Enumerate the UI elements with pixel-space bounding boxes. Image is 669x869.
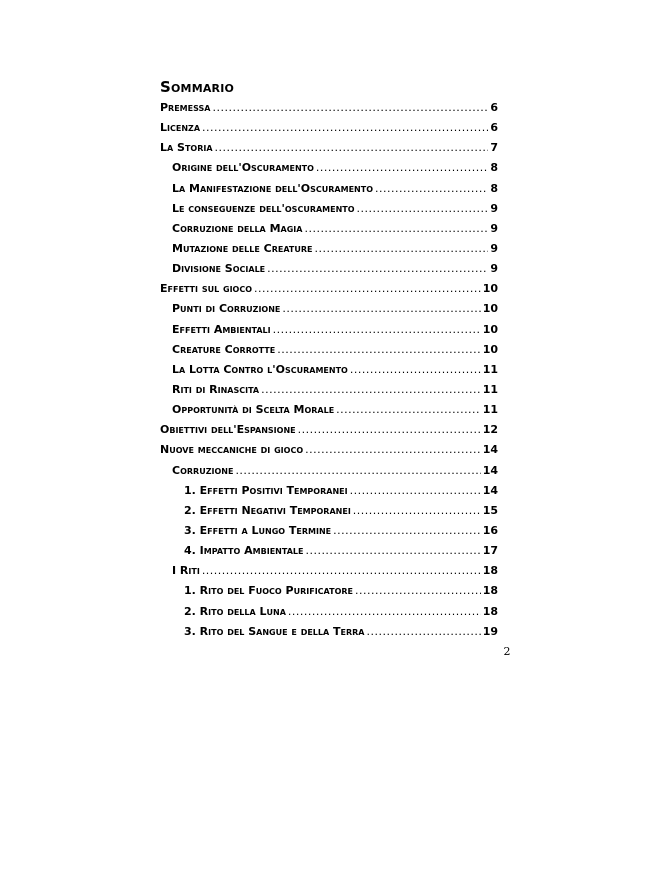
toc-dot-leader (357, 199, 489, 219)
toc-entry[interactable] (160, 299, 498, 319)
toc-entry-label: La Lotta Contro l'Oscuramento (172, 362, 348, 376)
toc-entry[interactable] (160, 521, 498, 541)
toc-dot-leader (254, 279, 481, 299)
toc-entry-page: 11 (482, 382, 498, 396)
toc-entry-page: 19 (482, 624, 498, 638)
toc-entry-label: Opportunità di Scelta Morale (172, 403, 335, 417)
toc-entry[interactable] (160, 219, 498, 239)
toc-dot-leader (202, 561, 481, 581)
toc-entry[interactable] (160, 158, 498, 178)
toc-entry-label: Origine dell'Oscuramento (172, 161, 314, 175)
toc-entry-label: Licenza (160, 121, 201, 135)
toc-entry-label: La Manifestazione dell'Oscuramento (172, 181, 374, 195)
toc-entry-label: Premessa (160, 101, 211, 114)
toc-entry-label: Corruzione (172, 463, 234, 477)
toc-entry[interactable] (160, 481, 498, 501)
toc-entry-label: Punti di Corruzione (172, 302, 281, 316)
toc-entry-page: 16 (482, 523, 498, 537)
toc-entry[interactable] (160, 279, 498, 299)
toc-dot-leader (304, 219, 488, 239)
toc-entry-page: 12 (482, 423, 498, 437)
toc-entry[interactable] (160, 501, 498, 521)
toc-dot-leader (305, 541, 480, 561)
toc-entry-page: 17 (482, 544, 498, 558)
toc-entry-label: 2. Effetti Negativi Temporanei (184, 503, 351, 517)
toc-entry[interactable] (160, 541, 498, 561)
toc-entry[interactable] (160, 239, 498, 259)
toc-entry-page: 9 (490, 201, 498, 215)
toc-entry[interactable] (160, 622, 498, 642)
toc-entry-label: I Riti (172, 564, 200, 578)
toc-dot-leader (375, 179, 488, 199)
toc-entry[interactable] (160, 440, 498, 460)
toc-entry-label: Corruzione della Magia (172, 221, 303, 235)
toc-entry[interactable] (160, 581, 498, 601)
toc-entry-page: 8 (490, 181, 498, 195)
toc-dot-leader (350, 360, 481, 380)
toc-dot-leader (298, 420, 481, 440)
toc-entry-label: Effetti sul gioco (160, 282, 253, 296)
toc-entry-page: 11 (482, 403, 498, 417)
page-number: 2 (503, 645, 511, 658)
toc-entry-page: 7 (490, 141, 498, 155)
toc-entry-label: Nuove meccaniche di gioco (160, 443, 304, 457)
toc-dot-leader (336, 400, 481, 420)
toc-entry-page: 14 (482, 483, 498, 497)
toc-list (160, 98, 498, 642)
toc-entry-label: Creature Corrotte (172, 342, 276, 356)
toc-entry-page: 9 (490, 241, 498, 255)
toc-dot-leader (353, 501, 481, 521)
toc-entry-page: 10 (482, 342, 498, 356)
toc-entry-page: 14 (482, 463, 498, 477)
toc-entry[interactable] (160, 118, 498, 138)
toc-entry-page: 11 (482, 362, 498, 376)
toc-entry[interactable] (160, 461, 498, 481)
toc-entry[interactable] (160, 98, 498, 118)
toc-entry-label: 3. Rito del Sangue e della Terra (184, 624, 365, 638)
toc-dot-leader (282, 299, 480, 319)
toc-entry-label: 1. Rito del Fuoco Purificatore (184, 584, 354, 598)
toc-entry-page: 9 (490, 262, 498, 276)
toc-dot-leader (273, 320, 481, 340)
toc-dot-leader (235, 461, 480, 481)
toc-dot-leader (355, 581, 481, 601)
toc-entry-label: Divisione Sociale (172, 262, 266, 276)
toc-dot-leader (333, 521, 481, 541)
toc-entry-label: La Storia (160, 141, 213, 155)
toc-dot-leader (367, 622, 481, 642)
toc-entry[interactable] (160, 320, 498, 340)
toc-entry-label: 3. Effetti a Lungo Termine (184, 523, 332, 537)
toc-entry-label: 4. Impatto Ambientale (184, 544, 304, 558)
toc-dot-leader (305, 440, 481, 460)
toc-entry[interactable] (160, 561, 498, 581)
toc-entry-label: Mutazione delle Creature (172, 241, 313, 255)
toc-entry-label: 2. Rito della Luna (184, 604, 286, 618)
toc-entry-page: 18 (482, 584, 498, 598)
toc-entry[interactable] (160, 179, 498, 199)
toc-entry[interactable] (160, 138, 498, 158)
toc-entry-page: 14 (482, 443, 498, 457)
toc-dot-leader (212, 98, 488, 118)
toc-dot-leader (267, 259, 488, 279)
toc-dot-leader (261, 380, 481, 400)
toc-entry[interactable] (160, 360, 498, 380)
toc-entry-page: 18 (482, 604, 498, 618)
toc-entry-label: Riti di Rinascita (172, 382, 260, 396)
toc-entry-page: 8 (490, 161, 498, 175)
toc-entry[interactable] (160, 259, 498, 279)
toc-entry[interactable] (160, 602, 498, 622)
toc-entry-label: Effetti Ambientali (172, 322, 271, 336)
toc-dot-leader (314, 239, 488, 259)
toc-entry[interactable] (160, 400, 498, 420)
toc-entry-page: 10 (482, 322, 498, 336)
toc-dot-leader (202, 118, 488, 138)
toc-dot-leader (277, 340, 480, 360)
toc-entry-page: 6 (490, 101, 498, 114)
toc-entry[interactable] (160, 340, 498, 360)
toc-entry-page: 15 (482, 503, 498, 517)
toc-entry-label: 1. Effetti Positivi Temporanei (184, 483, 348, 497)
toc-entry-label: Le conseguenze dell'oscuramento (172, 201, 355, 215)
toc-entry-page: 10 (482, 302, 498, 316)
toc-entry-label: Obiettivi dell'Espansione (160, 423, 296, 437)
toc-entry-page: 18 (482, 564, 498, 578)
table-of-contents (160, 78, 498, 642)
toc-dot-leader (350, 481, 481, 501)
toc-title: Sommario (160, 78, 235, 96)
toc-dot-leader (215, 138, 489, 158)
toc-entry-page: 9 (490, 221, 498, 235)
toc-entry[interactable] (160, 380, 498, 400)
toc-entry-page: 10 (482, 282, 498, 296)
toc-dot-leader (288, 602, 481, 622)
toc-entry[interactable] (160, 199, 498, 219)
toc-entry[interactable] (160, 420, 498, 440)
toc-dot-leader (316, 158, 488, 178)
toc-entry-page: 6 (490, 121, 498, 135)
